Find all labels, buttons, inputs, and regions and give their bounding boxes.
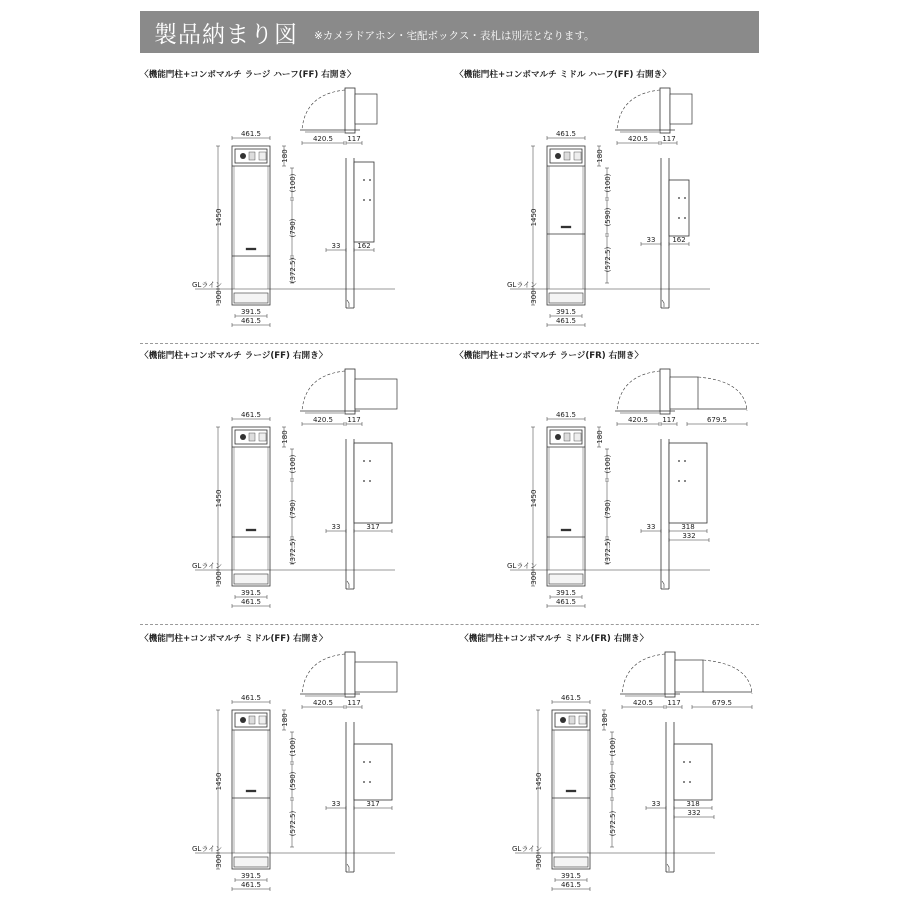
height-total-label: 1450 — [215, 208, 223, 227]
embed-section — [549, 293, 583, 303]
lower-height-label: (572.5) — [604, 246, 612, 273]
layout-panel — [460, 632, 760, 912]
plan-depth-label: 420.5 — [627, 416, 649, 424]
side-elevation — [646, 722, 714, 872]
intercom-camera-icon — [240, 153, 246, 159]
nameplate — [564, 433, 570, 441]
plan-view — [300, 652, 397, 709]
layout-panel — [455, 349, 755, 629]
fastener-icon — [369, 480, 371, 482]
height-total-label: 1450 — [530, 489, 538, 508]
layout-panel — [455, 68, 755, 348]
height-total-label: 1450 — [530, 208, 538, 227]
layout-panel — [140, 349, 440, 629]
rear-door-swing-arc — [703, 660, 752, 694]
nameplate — [249, 152, 255, 160]
side-box — [354, 443, 392, 523]
button-plate — [259, 433, 266, 441]
side-elevation — [641, 439, 709, 589]
section-banner — [140, 11, 759, 53]
embed-depth-label: 300 — [535, 854, 543, 868]
fastener-icon — [689, 781, 691, 783]
button-plate — [259, 152, 266, 160]
lower-height-label: (372.5) — [289, 257, 297, 284]
plan-view — [300, 369, 397, 426]
plan-extra-label: 679.5 — [706, 416, 728, 424]
height-sub-label: (100) — [289, 454, 297, 474]
post-top-section — [345, 369, 355, 414]
anchor-mark — [662, 300, 664, 307]
nameplate — [249, 716, 255, 724]
gl-label: GLライン — [192, 562, 223, 570]
post-top-section — [660, 88, 670, 133]
plan-small-label: 117 — [662, 135, 676, 143]
intercom-camera-icon — [560, 717, 566, 723]
rear-door-swing-arc — [698, 377, 747, 411]
fastener-icon — [363, 179, 365, 181]
plan-depth-label: 420.5 — [312, 135, 334, 143]
width-inner-label: 391.5 — [555, 589, 577, 597]
side-gap-label: 33 — [646, 523, 656, 531]
plan-view — [620, 652, 752, 709]
fastener-icon — [369, 781, 371, 783]
side-box — [354, 162, 374, 242]
width-bottom-label: 461.5 — [555, 317, 577, 325]
height-sub-label: (100) — [604, 454, 612, 474]
handle — [561, 529, 571, 531]
width-top-label: 461.5 — [240, 694, 262, 702]
post-top-section — [665, 652, 675, 697]
fastener-icon — [369, 199, 371, 201]
nameplate — [249, 433, 255, 441]
banner-title: 製品納まり図 — [154, 21, 298, 48]
gl-label: GLライン — [192, 845, 223, 853]
post-outline — [552, 710, 590, 869]
installation-drawing — [140, 68, 440, 348]
plan-depth-label: 420.5 — [312, 699, 334, 707]
height-total-label: 1450 — [215, 489, 223, 508]
button-plate — [574, 152, 581, 160]
post-outline — [232, 427, 270, 586]
mid-height-label: (790) — [289, 499, 297, 519]
side-gap-label: 33 — [331, 523, 341, 531]
fastener-icon — [689, 761, 691, 763]
fastener-icon — [678, 197, 680, 199]
intercom-camera-icon — [555, 153, 561, 159]
post-top-section — [345, 652, 355, 697]
side-elevation — [326, 722, 392, 872]
side-depth-label: 162 — [357, 242, 371, 250]
box-plan — [355, 379, 397, 409]
panel-title: 〈機能門柱+コンポマルチ ミドル(FF) 右開き〉 — [140, 634, 328, 644]
embed-depth-label: 300 — [530, 571, 538, 585]
lower-height-label: (572.5) — [609, 810, 617, 837]
post-top-section — [345, 88, 355, 133]
plan-view — [300, 88, 377, 145]
embed-section — [234, 293, 268, 303]
fastener-icon — [363, 480, 365, 482]
side-box — [669, 180, 689, 236]
fastener-icon — [684, 197, 686, 199]
embed-section — [234, 857, 268, 867]
door-swing-arc — [617, 90, 660, 130]
fastener-icon — [363, 761, 365, 763]
width-inner-label: 391.5 — [240, 589, 262, 597]
panel-title: 〈機能門柱+コンポマルチ ラージ(FF) 右開き〉 — [140, 351, 328, 361]
width-bottom-label: 461.5 — [560, 881, 582, 889]
post-top-section — [660, 369, 670, 414]
embed-depth-label: 300 — [215, 571, 223, 585]
box-plan — [670, 377, 698, 409]
plan-small-label: 117 — [347, 416, 361, 424]
fastener-icon — [369, 761, 371, 763]
height-top-label: 180 — [596, 430, 604, 444]
height-sub-label: (100) — [289, 737, 297, 757]
plan-small-label: 117 — [662, 416, 676, 424]
width-top-label: 461.5 — [555, 411, 577, 419]
installation-drawing — [140, 632, 440, 912]
lower-height-label: (372.5) — [604, 538, 612, 565]
width-inner-label: 391.5 — [560, 872, 582, 880]
side-depth2-label: 332 — [687, 809, 701, 817]
plan-view — [615, 369, 747, 426]
anchor-mark — [347, 581, 349, 588]
height-top-label: 180 — [281, 430, 289, 444]
layout-panel — [140, 632, 440, 912]
fastener-icon — [684, 460, 686, 462]
installation-drawing — [455, 349, 755, 629]
width-top-label: 461.5 — [240, 130, 262, 138]
height-sub-label: (100) — [609, 737, 617, 757]
button-plate — [259, 716, 266, 724]
intercom-camera-icon — [240, 717, 246, 723]
layout-panel — [140, 68, 440, 348]
handle — [246, 790, 256, 792]
height-total-label: 1450 — [535, 772, 543, 791]
button-plate — [574, 433, 581, 441]
mid-height-label: (590) — [609, 771, 617, 791]
side-gap-label: 33 — [646, 236, 656, 244]
door-swing-arc — [302, 654, 345, 694]
side-box — [674, 744, 712, 800]
embed-depth-label: 300 — [215, 290, 223, 304]
box-plan — [355, 662, 397, 692]
height-total-label: 1450 — [215, 772, 223, 791]
mid-height-label: (790) — [604, 499, 612, 519]
gl-label: GLライン — [507, 562, 538, 570]
fastener-icon — [678, 480, 680, 482]
panel-title: 〈機能門柱+コンポマルチ ミドル(FR) 右開き〉 — [460, 634, 649, 644]
intercom-camera-icon — [240, 434, 246, 440]
side-box — [669, 443, 707, 523]
side-depth-label: 317 — [366, 800, 380, 808]
width-bottom-label: 461.5 — [555, 598, 577, 606]
side-elevation — [641, 158, 689, 308]
handle — [566, 790, 576, 792]
panel-title: 〈機能門柱+コンポマルチ ラージ ハーフ(FF) 右開き〉 — [140, 70, 356, 80]
fastener-icon — [369, 460, 371, 462]
door-swing-arc — [622, 654, 665, 694]
nameplate — [569, 716, 575, 724]
height-sub-label: (100) — [604, 173, 612, 193]
width-bottom-label: 461.5 — [240, 881, 262, 889]
plan-depth-label: 420.5 — [627, 135, 649, 143]
width-bottom-label: 461.5 — [240, 317, 262, 325]
plan-small-label: 117 — [667, 699, 681, 707]
fastener-icon — [683, 761, 685, 763]
side-elevation — [326, 158, 374, 308]
width-top-label: 461.5 — [555, 130, 577, 138]
height-top-label: 180 — [601, 713, 609, 727]
gl-label: GLライン — [512, 845, 543, 853]
side-depth2-label: 332 — [682, 532, 696, 540]
fastener-icon — [684, 217, 686, 219]
anchor-mark — [347, 300, 349, 307]
side-gap-label: 33 — [331, 242, 341, 250]
side-depth-label: 162 — [672, 236, 686, 244]
panel-title: 〈機能門柱+コンポマルチ ラージ(FR) 右開き〉 — [455, 351, 644, 361]
post-outline — [232, 710, 270, 869]
post-outline — [232, 146, 270, 305]
handle — [561, 226, 571, 228]
lower-height-label: (372.5) — [289, 538, 297, 565]
height-top-label: 180 — [281, 149, 289, 163]
mid-height-label: (790) — [289, 218, 297, 238]
embed-section — [234, 574, 268, 584]
mid-height-label: (590) — [289, 771, 297, 791]
post-outline — [547, 146, 585, 305]
width-top-label: 461.5 — [240, 411, 262, 419]
side-elevation — [326, 439, 392, 589]
width-inner-label: 391.5 — [555, 308, 577, 316]
side-depth-label: 318 — [681, 523, 695, 531]
fastener-icon — [683, 781, 685, 783]
height-sub-label: (100) — [289, 173, 297, 193]
width-top-label: 461.5 — [560, 694, 582, 702]
embed-depth-label: 300 — [530, 290, 538, 304]
embed-section — [554, 857, 588, 867]
box-plan — [355, 94, 377, 124]
fastener-icon — [363, 460, 365, 462]
embed-section — [549, 574, 583, 584]
fastener-icon — [363, 781, 365, 783]
anchor-mark — [347, 864, 349, 871]
side-gap-label: 33 — [331, 800, 341, 808]
plan-depth-label: 420.5 — [632, 699, 654, 707]
intercom-camera-icon — [555, 434, 561, 440]
width-inner-label: 391.5 — [240, 872, 262, 880]
anchor-mark — [662, 581, 664, 588]
door-swing-arc — [302, 371, 345, 411]
handle — [246, 248, 256, 250]
side-depth-label: 317 — [366, 523, 380, 531]
gl-label: GLライン — [507, 281, 538, 289]
plan-extra-label: 679.5 — [711, 699, 733, 707]
fastener-icon — [369, 179, 371, 181]
panel-title: 〈機能門柱+コンポマルチ ミドル ハーフ(FF) 右開き〉 — [455, 70, 671, 80]
door-swing-arc — [617, 371, 660, 411]
button-plate — [579, 716, 586, 724]
side-gap-label: 33 — [651, 800, 661, 808]
nameplate — [564, 152, 570, 160]
plan-small-label: 117 — [347, 699, 361, 707]
box-plan — [670, 94, 692, 124]
embed-depth-label: 300 — [215, 854, 223, 868]
handle — [246, 529, 256, 531]
width-bottom-label: 461.5 — [240, 598, 262, 606]
installation-drawing — [455, 68, 755, 348]
side-depth-label: 318 — [686, 800, 700, 808]
fastener-icon — [678, 217, 680, 219]
post-outline — [547, 427, 585, 586]
lower-height-label: (572.5) — [289, 810, 297, 837]
plan-depth-label: 420.5 — [312, 416, 334, 424]
plan-view — [615, 88, 692, 145]
door-swing-arc — [302, 90, 345, 130]
height-top-label: 180 — [596, 149, 604, 163]
anchor-mark — [667, 864, 669, 871]
gl-label: GLライン — [192, 281, 223, 289]
fastener-icon — [678, 460, 680, 462]
mid-height-label: (590) — [604, 207, 612, 227]
box-plan — [675, 660, 703, 692]
fastener-icon — [363, 199, 365, 201]
banner-note: ※カメラドアホン・宅配ボックス・表札は別売となります。 — [314, 29, 595, 42]
height-top-label: 180 — [281, 713, 289, 727]
installation-drawing — [460, 632, 760, 912]
width-inner-label: 391.5 — [240, 308, 262, 316]
fastener-icon — [684, 480, 686, 482]
plan-small-label: 117 — [347, 135, 361, 143]
installation-drawing — [140, 349, 440, 629]
side-box — [354, 744, 392, 800]
